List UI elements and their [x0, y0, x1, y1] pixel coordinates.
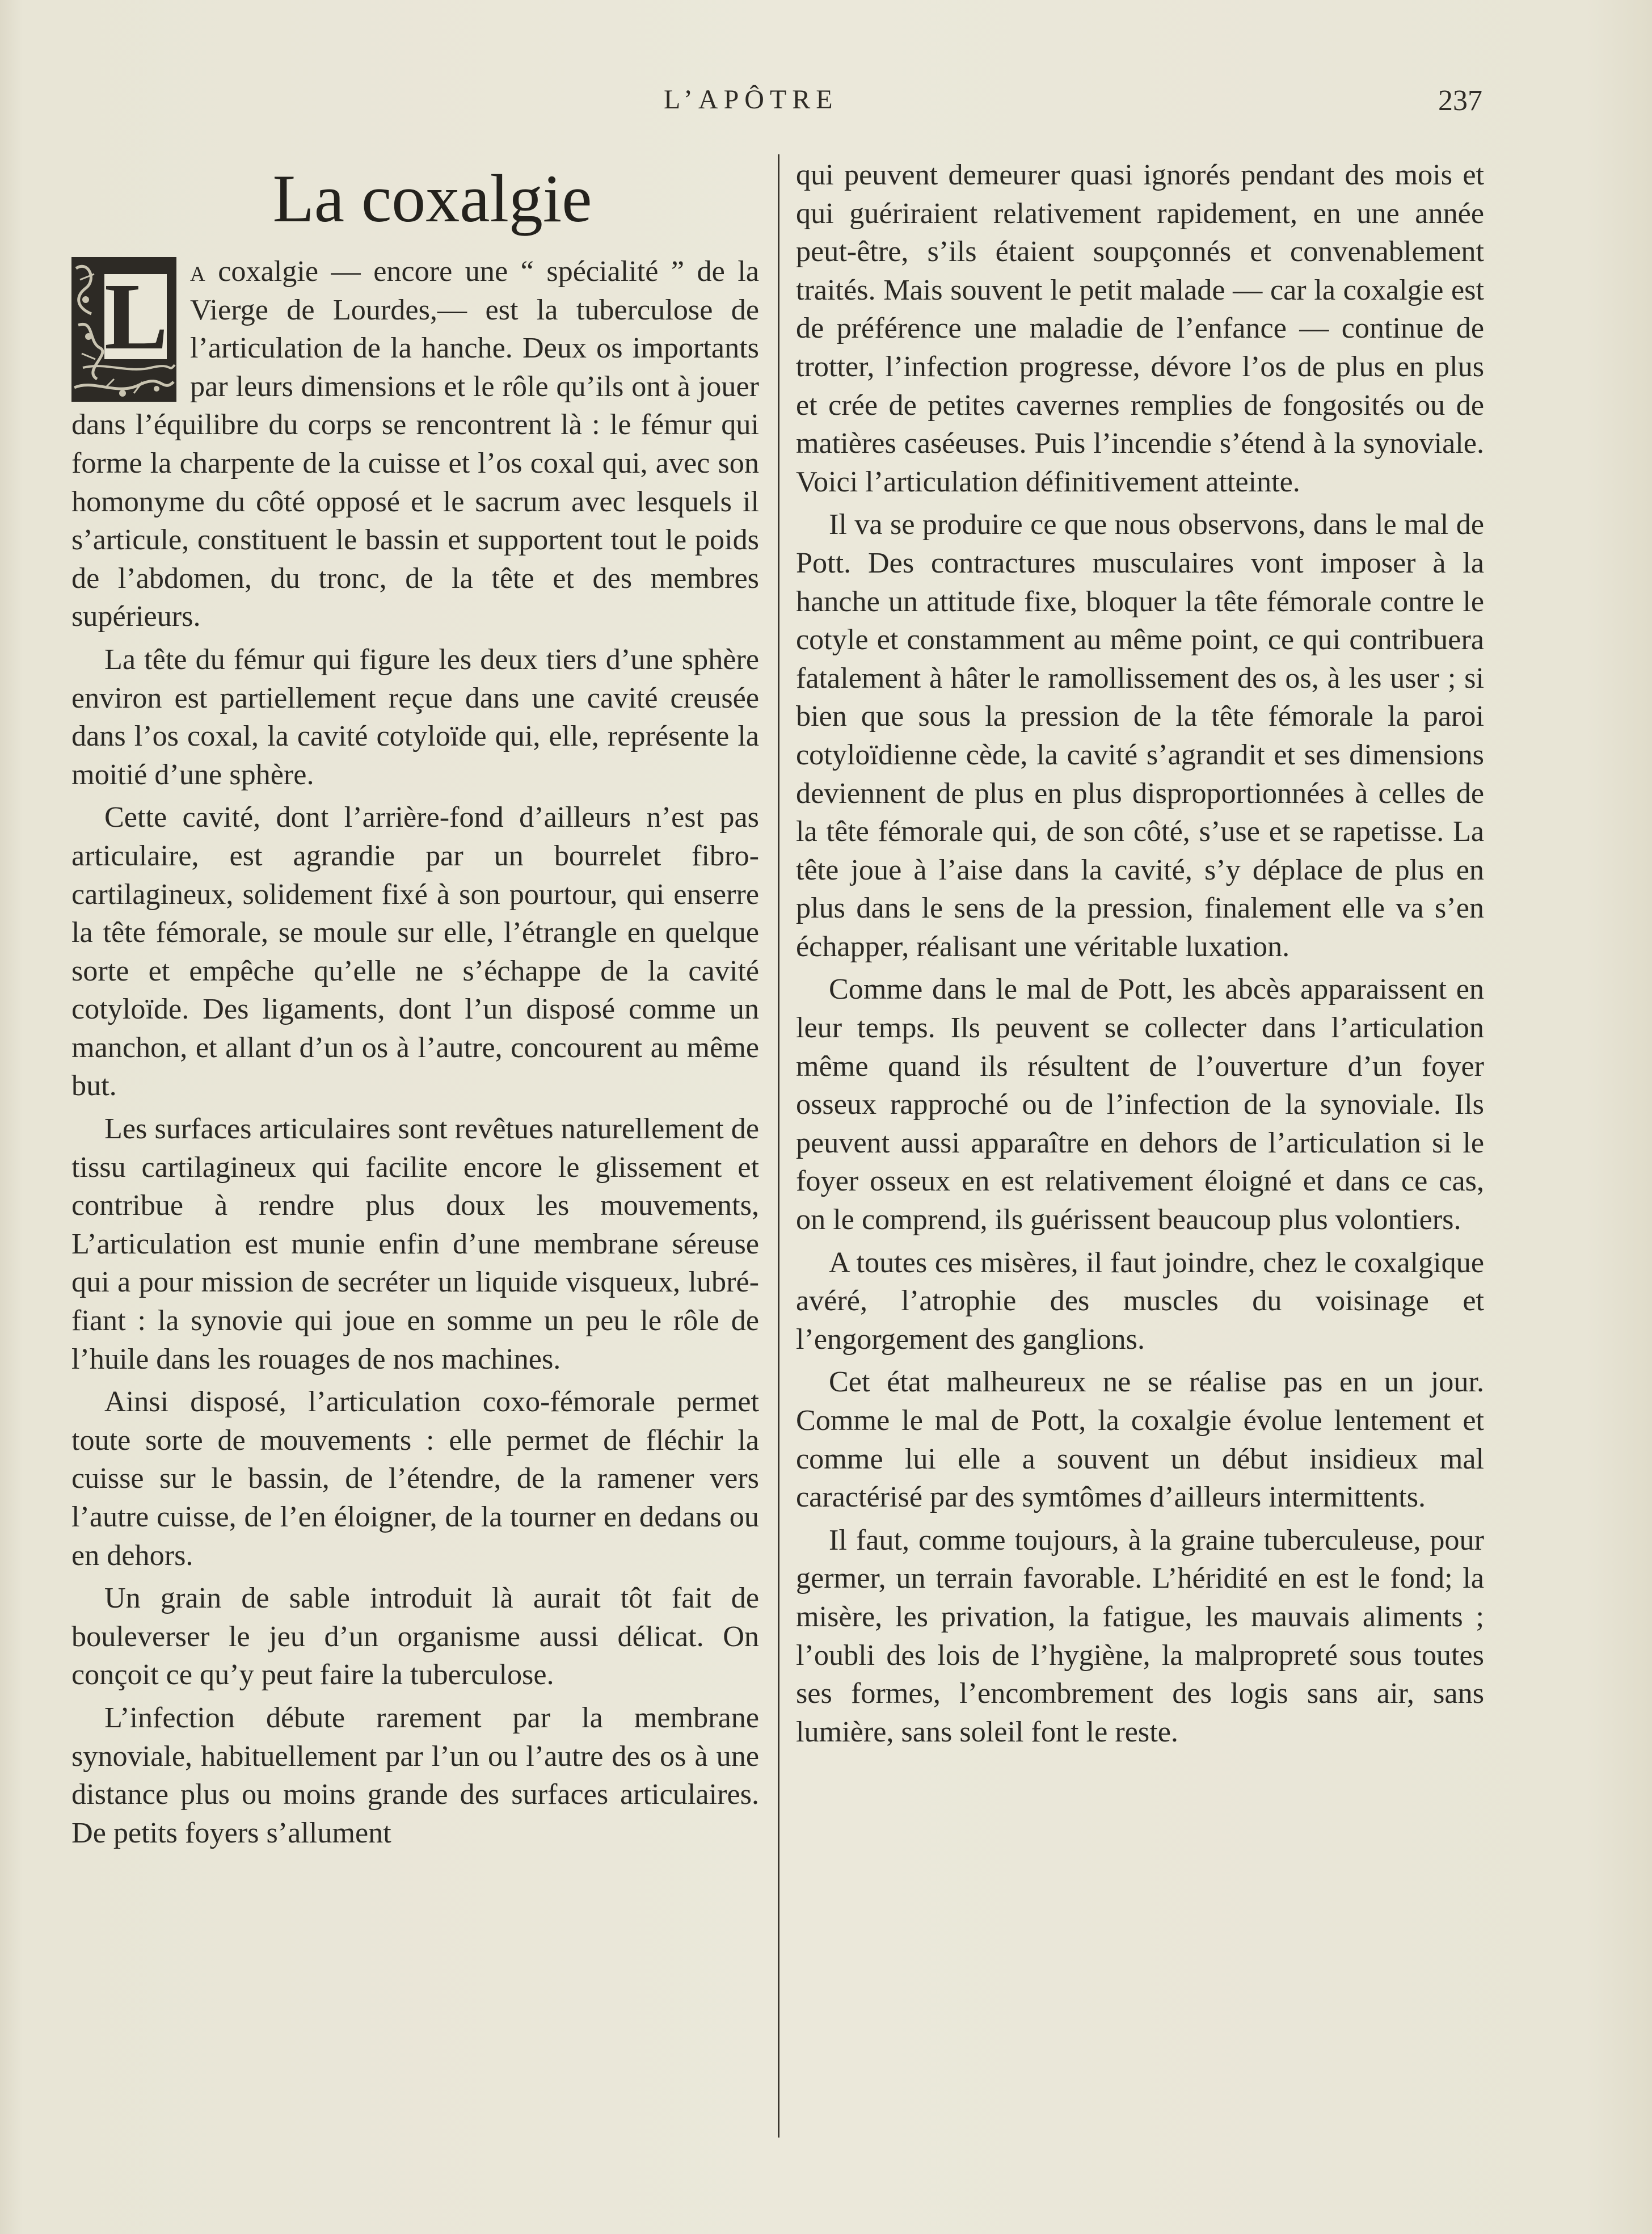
- paragraph: A toutes ces misères, il faut joindre, chez le coxalgique avéré, l’atrophie des muscles du voisinage et l’engorgement des ganglions.: [796, 1246, 1484, 1356]
- paragraph: qui peuvent demeurer quasi ignorés pendant des mois et qui guériraient relativement rapidement, en une année peut-être, s’ils étaient soupçonnés et convenablement traités. Mais souvent le petit malade — car la coxalgie est de préférence une maladie de l’enfance — continue de trotter, l’infection progresse, dévore l’os de plus en plus et crée de petites cavernes remplies de fongosités ou de matières caséeuses. Puis l’incendie s’étend à la synoviale. Voici l’articulation définitivement atteinte.: [796, 158, 1484, 498]
- left-column: [71, 156, 759, 1857]
- paragraph: Ainsi disposé, l’articulation coxo-fémorale permet toute sorte de mouvements : elle permet de fléchir la cuisse sur le bassin, de l’étendre, de la ramener vers l’autre cuisse, de l’en éloigner, de la tourner en dedans ou en dehors.: [71, 1385, 759, 1572]
- paragraph: Cette cavité, dont l’arrière-fond d’ailleurs n’est pas articulaire, est agrandie par un bourrelet fibro-cartilagineux, solidement fixé à son pourtour, qui enserre la tête fémorale, se moule sur elle, l’étrangle en quelque sorte et empêche qu’elle ne s’échappe de la cavité cotyloïde. Des ligaments, dont l’un disposé comme un manchon, et allant d’un os à l’autre, concourent au même but.: [71, 801, 759, 1103]
- paragraph: Il va se produire ce que nous observons, dans le mal de Pott. Des contractures musculaires vont imposer à la hanche un attitude fixe, bloquer la tête fémorale contre le cotyle et constamment au même point, ce qui contribuera fatalement à hâter le ramollissement des os, à les user ; si bien que sous la pression de la tête fémorale la paroi cotyloïdienne cède, la cavité s’agrandit et ses dimensions deviennent de plus en plus disproportionnées à celles de la tête fémorale qui, de son côté, s’use et se rapetisse. La tête joue à l’aise dans la cavité, s’y déplace de plus en plus dans le sens de la pression, finalement elle va s’en échapper, réalisant une véritable luxation.: [796, 508, 1484, 963]
- page-number: 237: [1438, 85, 1482, 117]
- paragraph: Les surfaces articulaires sont revêtues naturellement de tissu cartilagineux qui facilite encore le glissement et contribue à rendre plus doux les mouvements, L’articulation est munie enfin d’une membrane séreuse qui a pour mission de secréter un liquide visqueux, lubréfiant : la synovie qui joue en somme un peu le rôle de l’huile dans les rouages de nos machines.: [71, 1112, 759, 1375]
- right-column: [796, 156, 1484, 1756]
- paragraph: La tête du fémur qui figure les deux tiers d’une sphère environ est partiellement reçue dans une cavité creusée dans l’os coxal, la cavité cotyloïde qui, elle, représente la moitié d’une sphère.: [71, 642, 759, 791]
- column-rule: [778, 154, 779, 2138]
- paragraph: Comme dans le mal de Pott, les abcès apparaissent en leur temps. Ils peuvent se collecter dans l’articulation même quand ils résultent de l’ouverture d’un foyer osseux rapproché ou de l’infection de la synoviale. Ils peuvent aussi apparaître en dehors de l’articulation si le foyer osseux en est relativement éloigné et dans ce cas, on le comprend, ils guérissent beaucoup plus volontiers.: [796, 973, 1484, 1236]
- first-word-rest: a: [190, 255, 205, 288]
- running-title: L’APÔTRE: [664, 85, 838, 115]
- paragraph: Cet état malheureux ne se réalise pas en un jour. Comme le mal de Pott, la coxalgie évolue lentement et comme lui elle a souvent un début insidieux mal caractérisé par des symtômes d’ailleurs intermittents.: [796, 1365, 1484, 1514]
- paragraph: [71, 253, 759, 636]
- drop-cap-letter: L: [104, 264, 168, 369]
- paragraph: Il faut, comme toujours, à la graine tuberculeuse, pour germer, un terrain favorable. L’héridité en est le fond; la misère, les privation, la fatigue, les mauvais aliments ; l’oubli des lois de l’hygiène, la malpropreté sous toutes ses formes, l’encombrement des logis sans air, sans lumière, sans soleil font le reste.: [796, 1523, 1484, 1748]
- paragraph-text: coxalgie — encore une “ spécialité ” de la Vierge de Lourdes,— est la tuberculose de l’articulation de la hanche. Deux os importants par leurs dimensions et le rôle qu’ils ont à jouer dans l’équilibre du corps se rencontrent là : le fémur qui forme la charpente de la cuisse et l’os coxal qui, avec son homonyme du côté opposé et le sacrum avec lesquels il s’articule, constituent le bassin et supportent tout le poids de l’abdomen, du tronc, de la tête et des membres supérieurs.: [71, 255, 759, 633]
- paragraph: Un grain de sable introduit là aurait tôt fait de bouleverser le jeu d’un organisme aussi délicat. On conçoit ce qu’y peut faire la tuberculose.: [71, 1581, 759, 1692]
- drop-cap-ornament: [71, 257, 176, 402]
- paragraph: L’infection débute rarement par la membrane synoviale, habituellement par l’un ou l’autre des os à une distance plus ou moins grande des surfaces articulaires. De petits foyers s’allument: [71, 1701, 759, 1849]
- article-title: La coxalgie: [272, 161, 592, 236]
